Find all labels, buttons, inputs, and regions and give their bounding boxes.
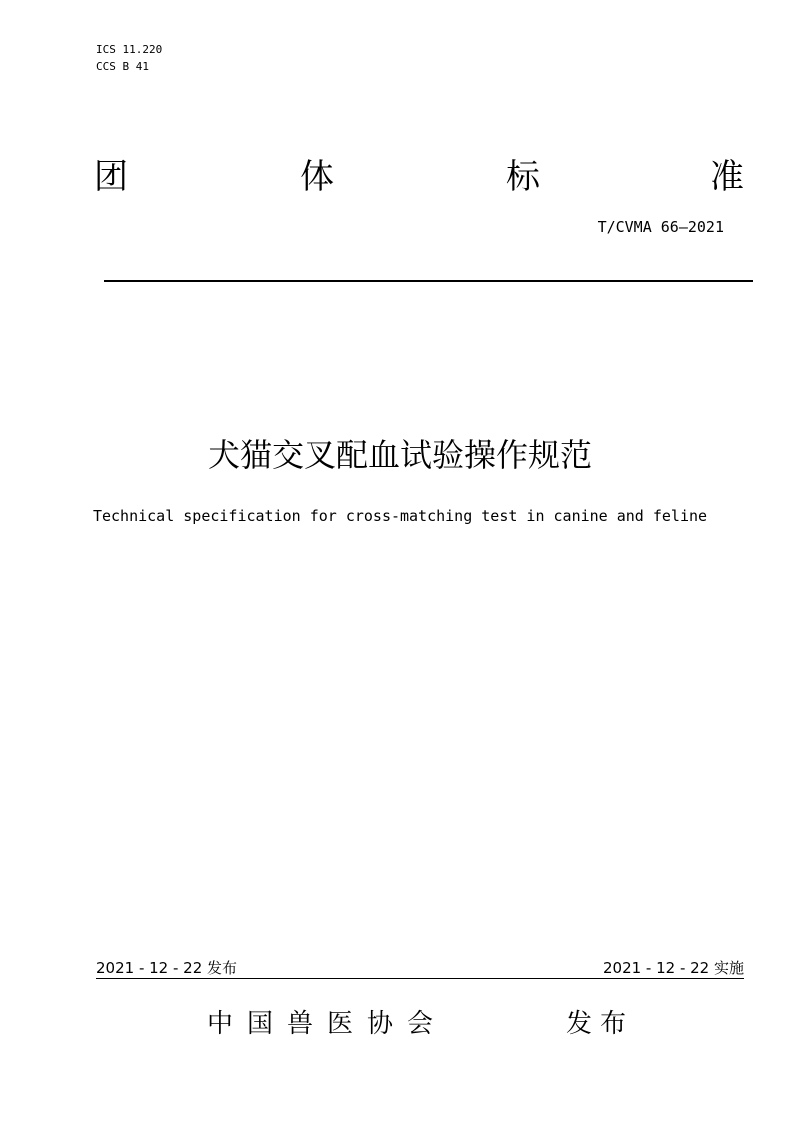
publisher-action: 发布: [566, 1009, 635, 1039]
ccs-code: CCS B 41: [96, 60, 149, 73]
footer-divider: [96, 978, 744, 979]
document-title-english: Technical specification for cross-matching test in canine and feline: [92, 507, 708, 525]
standard-type-char-1: 团: [94, 157, 128, 197]
header-divider: [104, 280, 753, 282]
document-title-chinese: 犬猫交叉配血试验操作规范: [207, 436, 592, 474]
standard-type-char-4: 准: [710, 157, 744, 197]
classification-codes: [96, 41, 162, 75]
publisher-name: 中国兽医协会: [207, 1009, 448, 1039]
standard-type-char-2: 体: [300, 157, 334, 197]
ics-code: ICS 11.220: [96, 43, 163, 56]
issue-date: 2021 - 12 - 22 发布: [96, 959, 238, 977]
standard-number: T/CVMA 66—2021: [597, 218, 724, 236]
implementation-date: 2021 - 12 - 22 实施: [602, 959, 744, 977]
standard-type-char-3: 标: [506, 157, 540, 197]
